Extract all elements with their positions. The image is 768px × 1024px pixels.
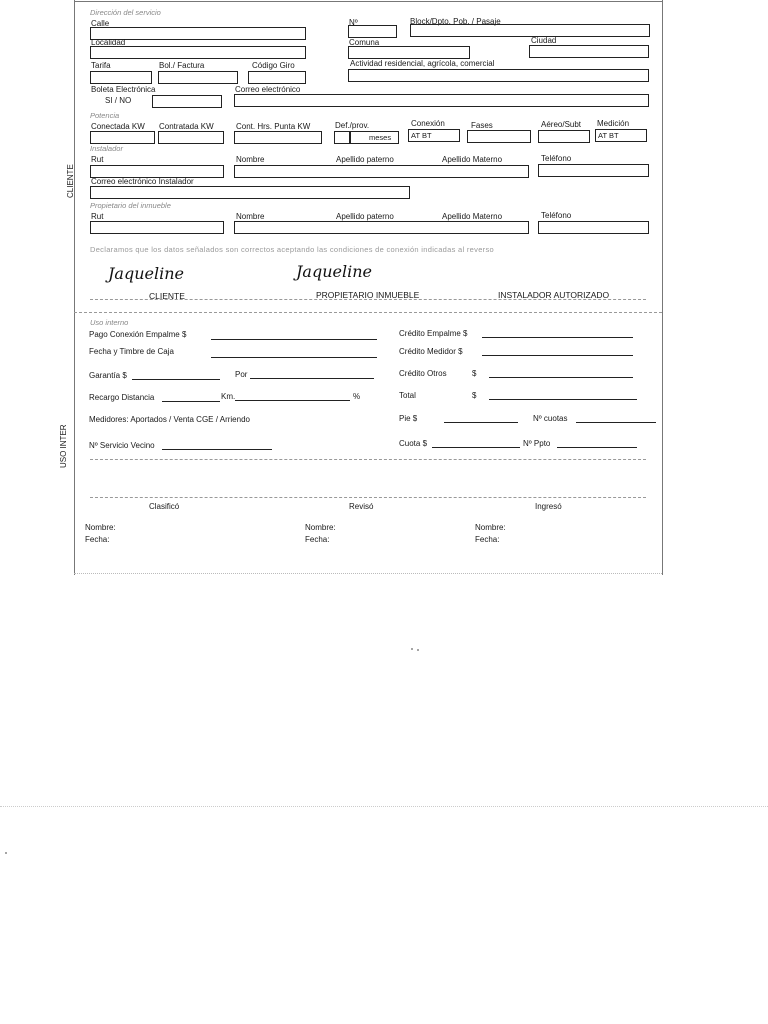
label-correo: Correo electrónico: [235, 85, 301, 94]
label-clasifico-nombre: Nombre:: [85, 523, 116, 532]
field-fases[interactable]: [467, 130, 531, 143]
label-comuna: Comuna: [349, 38, 380, 47]
label-credito-medidor: Crédito Medidor $: [399, 347, 463, 356]
label-n-ppto: Nº Ppto: [523, 439, 551, 448]
label-boleta-electronica: Boleta Electrónica: [91, 85, 156, 94]
label-total: Total: [399, 391, 416, 400]
label-credito-empalme: Crédito Empalme $: [399, 329, 468, 338]
label-instalador-correo: Correo electrónico Instalador: [91, 177, 194, 186]
field-propietario-nombre[interactable]: [234, 221, 529, 234]
separator-line-1: [90, 459, 646, 460]
field-pie[interactable]: [444, 422, 518, 423]
medicion-options: AT BT: [598, 131, 619, 140]
label-total-dollar: $: [472, 391, 477, 400]
section-header-propietario: Propietario del inmueble: [90, 201, 171, 210]
field-total[interactable]: [489, 399, 637, 400]
field-actividad[interactable]: [348, 69, 649, 82]
field-medicion[interactable]: [595, 129, 647, 142]
field-n-ppto[interactable]: [557, 447, 637, 448]
label-ingreso-nombre: Nombre:: [475, 523, 506, 532]
section-header-uso-interno: Uso interno: [90, 318, 129, 327]
label-numero: Nº: [349, 18, 358, 27]
label-pago-conexion: Pago Conexión Empalme $: [89, 330, 187, 339]
field-instalador-nombre[interactable]: [234, 165, 529, 178]
label-cont-hrs: Cont. Hrs. Punta KW: [236, 122, 311, 131]
label-tarifa: Tarifa: [91, 61, 111, 70]
field-servicio-vecino[interactable]: [162, 449, 272, 450]
label-conectada: Conectada KW: [91, 122, 145, 131]
label-propietario-ap-paterno: Apellido paterno: [336, 212, 394, 221]
top-edge-line: [74, 1, 662, 2]
field-por[interactable]: [250, 378, 374, 379]
field-credito-empalme[interactable]: [482, 337, 633, 338]
field-credito-otros[interactable]: [489, 377, 633, 378]
label-propietario-ap-materno: Apellido Materno: [442, 212, 503, 221]
field-pago-conexion[interactable]: [211, 339, 377, 340]
label-reviso: Revisó: [349, 502, 374, 511]
field-cuota[interactable]: [432, 447, 520, 448]
label-sig-instalador: INSTALADOR AUTORIZADO: [498, 290, 610, 300]
section-separator-uso-interno: [74, 312, 662, 313]
field-def-prov[interactable]: [334, 131, 350, 144]
label-sig-propietario: PROPIETARIO INMUEBLE: [316, 290, 420, 300]
cliente-signature: Jaqueline: [108, 264, 184, 283]
field-instalador-correo[interactable]: [90, 186, 410, 199]
field-bol-factura[interactable]: [158, 71, 238, 84]
field-contratada[interactable]: [158, 131, 224, 144]
label-codigo-giro: Código Giro: [252, 61, 295, 70]
scan-speck: [417, 649, 419, 651]
field-comuna[interactable]: [348, 46, 470, 59]
label-def-prov: Def./prov.: [335, 121, 370, 130]
label-ciudad: Ciudad: [531, 36, 557, 45]
label-km: Km.: [221, 392, 236, 401]
label-reviso-fecha: Fecha:: [305, 535, 330, 544]
label-recargo: Recargo Distancia: [89, 393, 155, 402]
field-boleta-electronica[interactable]: [152, 95, 222, 108]
field-recargo[interactable]: [162, 401, 220, 402]
field-meses[interactable]: [350, 131, 399, 144]
label-meses: meses: [369, 133, 392, 142]
label-ingreso: Ingresó: [535, 502, 562, 511]
field-cont-hrs[interactable]: [234, 131, 322, 144]
label-reviso-nombre: Nombre:: [305, 523, 336, 532]
label-garantia: Garantía $: [89, 371, 127, 380]
scan-speck: [411, 648, 413, 650]
label-servicio-vecino: Nº Servicio Vecino: [89, 441, 155, 450]
label-credito-otros: Crédito Otros: [399, 369, 447, 378]
label-medicion: Medición: [597, 119, 630, 128]
form-bottom-edge: [74, 573, 662, 574]
label-instalador-telefono: Teléfono: [541, 154, 572, 163]
declaration-text: Declaramos que los datos señalados son correctos aceptando las condiciones de conexión indicadas al reverso: [90, 245, 494, 254]
field-propietario-rut[interactable]: [90, 221, 224, 234]
label-conexion: Conexión: [411, 119, 445, 128]
field-numero[interactable]: [348, 25, 397, 38]
label-propietario-nombre: Nombre: [236, 212, 265, 221]
label-calle: Calle: [91, 19, 110, 28]
field-credito-medidor[interactable]: [482, 355, 633, 356]
conexion-options: AT BT: [411, 131, 432, 140]
field-propietario-telefono[interactable]: [538, 221, 649, 234]
propietario-signature: Jaqueline: [296, 262, 372, 281]
field-instalador-telefono[interactable]: [538, 164, 649, 177]
label-sig-cliente: CLIENTE: [149, 291, 185, 301]
label-si-no: SI / NO: [105, 96, 132, 105]
label-propietario-rut: Rut: [91, 212, 104, 221]
label-instalador-rut: Rut: [91, 155, 104, 164]
field-garantia[interactable]: [132, 379, 220, 380]
label-medidores: Medidores: Aportados / Venta CGE / Arriendo: [89, 415, 250, 424]
label-ingreso-fecha: Fecha:: [475, 535, 500, 544]
label-pie: Pie $: [399, 414, 418, 423]
label-instalador-ap-materno: Apellido Materno: [442, 155, 503, 164]
field-ciudad[interactable]: [529, 45, 649, 58]
field-conexion[interactable]: [408, 129, 460, 142]
label-por: Por: [235, 370, 248, 379]
label-credito-otros-dollar: $: [472, 369, 477, 378]
label-instalador-ap-paterno: Apellido paterno: [336, 155, 394, 164]
field-tarifa[interactable]: [90, 71, 152, 84]
label-instalador-nombre: Nombre: [236, 155, 265, 164]
field-km[interactable]: [235, 400, 350, 401]
label-percent: %: [353, 392, 361, 401]
field-localidad[interactable]: [90, 46, 306, 59]
section-header-instalador: Instalador: [90, 144, 123, 153]
section-header-address: Dirección del servicio: [90, 8, 161, 17]
field-codigo-giro[interactable]: [248, 71, 306, 84]
side-label-uso-inter: USO INTER: [59, 424, 68, 468]
field-correo[interactable]: [234, 94, 649, 107]
form-left-border: [74, 0, 75, 575]
field-aereo[interactable]: [538, 130, 590, 143]
label-contratada: Contratada KW: [159, 122, 214, 131]
label-fecha-timbre: Fecha y Timbre de Caja: [89, 347, 174, 356]
scan-speck: [5, 852, 7, 854]
field-fecha-timbre[interactable]: [211, 357, 377, 358]
separator-line-2: [90, 497, 646, 498]
field-block[interactable]: [410, 24, 650, 37]
label-block: Block/Dpto. Pob. / Pasaje: [410, 17, 501, 26]
label-bol-factura: Bol./ Factura: [159, 61, 205, 70]
side-label-cliente: CLIENTE: [66, 164, 75, 198]
scan-artifact-line: [0, 806, 768, 807]
field-n-cuotas[interactable]: [576, 422, 656, 423]
label-n-cuotas: Nº cuotas: [533, 414, 568, 423]
label-actividad: Actividad residencial, agrícola, comercial: [350, 59, 495, 68]
label-clasifico: Clasificó: [149, 502, 180, 511]
label-clasifico-fecha: Fecha:: [85, 535, 110, 544]
form-right-border: [662, 0, 663, 575]
label-localidad: Localidad: [91, 38, 126, 47]
section-header-potencia: Potencia: [90, 111, 120, 120]
label-cuota: Cuota $: [399, 439, 428, 448]
label-aereo: Aéreo/Subt: [541, 120, 582, 129]
label-propietario-telefono: Teléfono: [541, 211, 572, 220]
field-conectada[interactable]: [90, 131, 155, 144]
label-fases: Fases: [471, 121, 493, 130]
